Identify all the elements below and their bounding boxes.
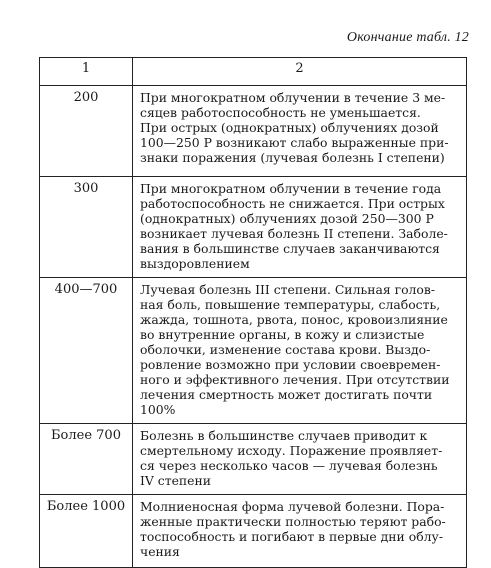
effect-line: 100% [140,402,176,417]
dose-cell: 300 [40,177,133,278]
table-header [40,58,467,86]
effect-line: Молниеносная форма лучевой болезни. Пора- [140,499,445,514]
effect-cell [133,424,467,495]
table-row [40,278,467,424]
effect-line: При многократном облучении в течение года [140,181,442,196]
effect-line: ся через несколько часов — лучевая болезнь [140,458,438,473]
table-row [40,424,467,495]
effect-line: (однократных) облучениях дозой 250—300 Р [140,211,434,226]
column-header-2: 2 [133,58,467,86]
radiation-dose-table [39,57,467,568]
table-row [40,86,467,177]
effect-line: При многократном облучении в течение 3 ме- [140,90,446,105]
dose-cell: Более 1000 [40,495,133,568]
effect-line: Болезнь в большинстве случаев приводит к [140,428,428,443]
dose-cell: 200 [40,86,133,177]
effect-line: сяцев работоспособность не уменьшается. [140,105,421,120]
effect-line: Лучевая болезнь III степени. Сильная голов- [140,282,436,297]
effect-line: смертельному исходу. Поражение проявляет- [140,443,443,458]
effect-cell [133,86,467,177]
effect-line: тоспособность и погибают в первые дни облу- [140,529,444,544]
effect-line: ная боль, повышение температуры, слабость, [140,297,441,312]
effect-line: ровление возможно при условии своевремен- [140,357,441,372]
table-body [40,86,467,568]
dose-cell: 400—700 [40,278,133,424]
effect-line: 100—250 Р возникают слабо выраженные при- [140,135,449,150]
effect-line: лечения смертность может достигать почти [140,387,433,402]
effect-line: жажда, тошнота, рвота, понос, кровоизлияние [140,312,448,327]
effect-line: женные практически полностью теряют рабо- [140,514,446,529]
effect-line: оболочки, изменение состава крови. Выздо- [140,342,431,357]
header-row [40,58,467,86]
effect-line: При острых (однократных) облучениях дозой [140,120,439,135]
table-continuation-caption: Окончание табл. 12 [346,30,469,45]
effect-cell [133,278,467,424]
effect-line: во внутренние органы, в кожу и слизистые [140,327,425,342]
effect-cell [133,177,467,278]
table-row [40,177,467,278]
table-row [40,495,467,568]
effect-line: знаки поражения (лучевая болезнь I степени) [140,150,445,165]
effect-line: ного и эффективного лечения. При отсутствии [140,372,450,387]
effect-line: IV степени [140,473,212,488]
column-header-1: 1 [40,58,133,86]
effect-cell [133,495,467,568]
effect-line: выздоровлением [140,256,250,271]
effect-line: работоспособность не снижается. При острых [140,196,445,211]
effect-line: возникает лучевая болезнь II степени. Заболе- [140,226,448,241]
effect-line: чения [140,544,180,559]
dose-cell: Более 700 [40,424,133,495]
effect-line: вания в большинстве случаев заканчиваются [140,241,440,256]
